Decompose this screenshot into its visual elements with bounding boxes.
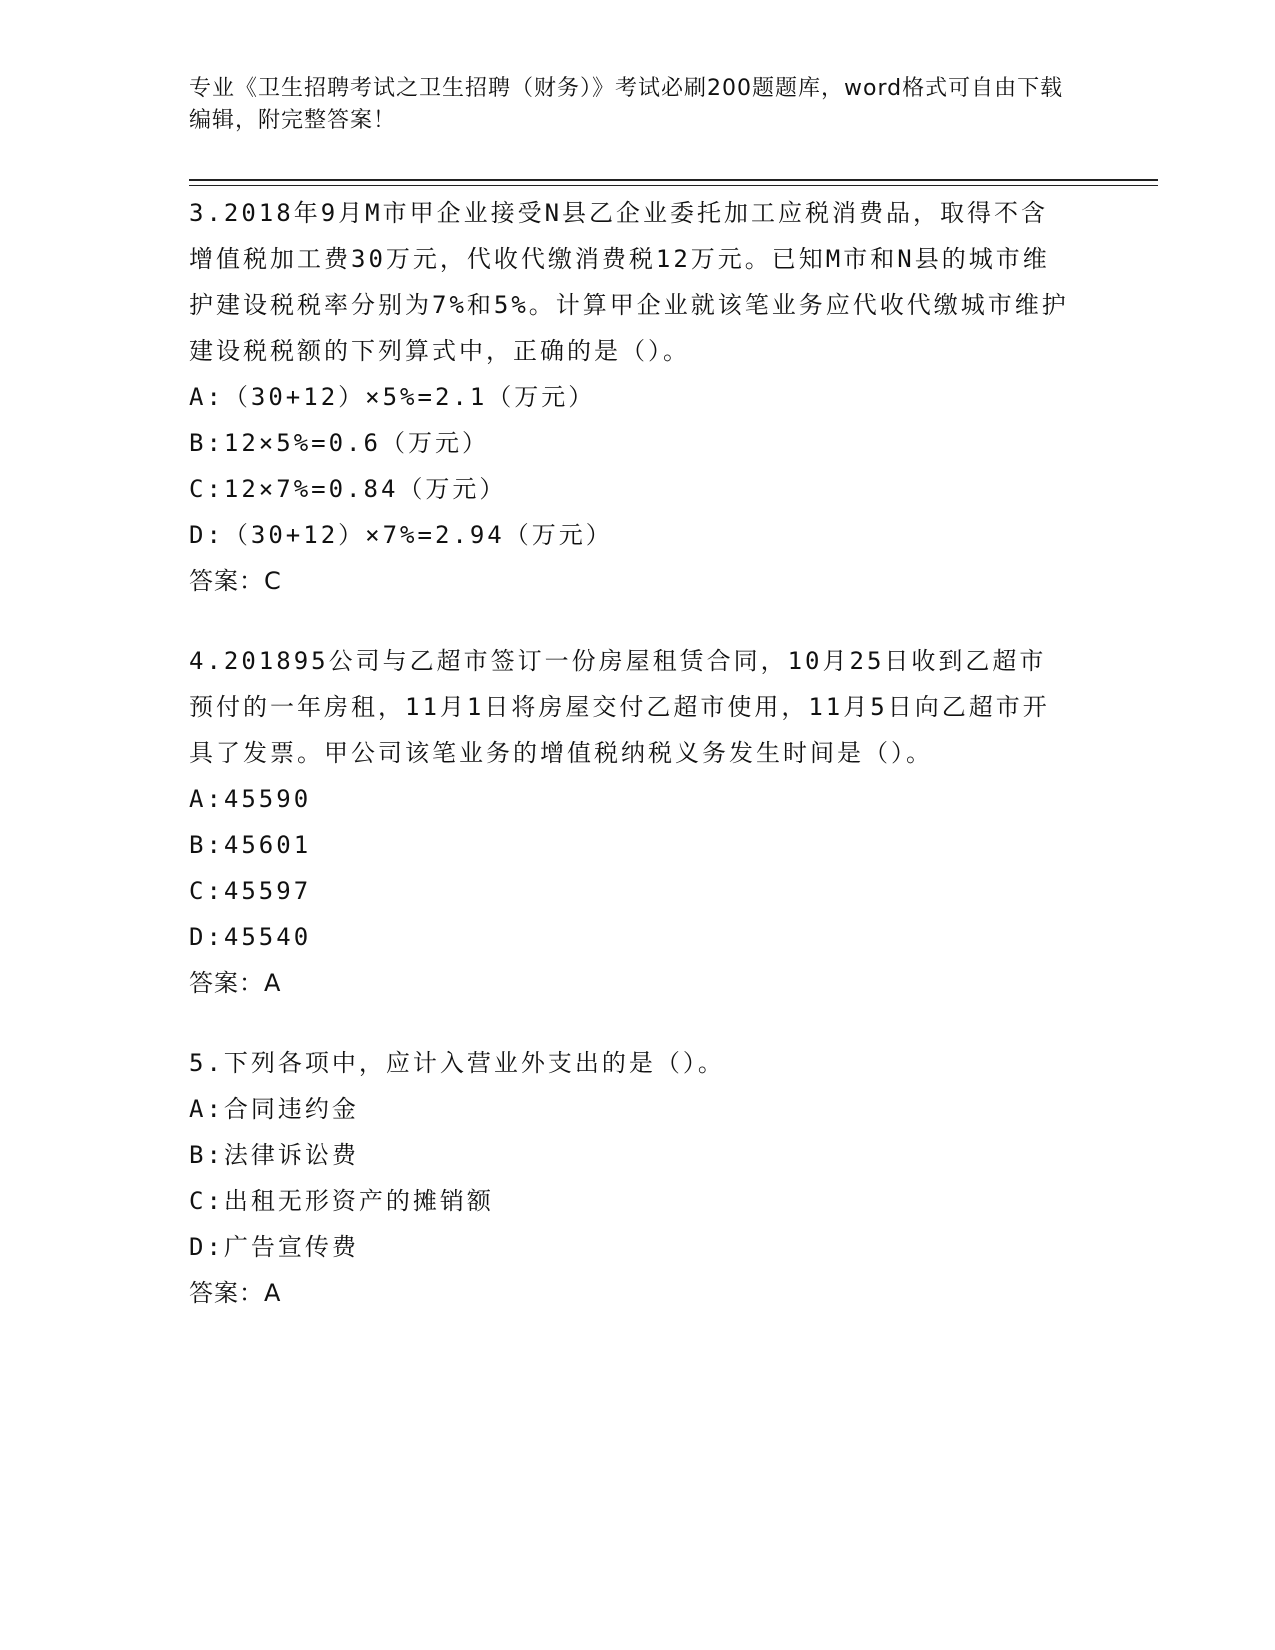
- document-header: 专业《卫生招聘考试之卫生招聘（财务）》考试必刷200题题库，word格式可自由下载编辑，附完整答案！: [189, 76, 1064, 133]
- option-b: B:法律诉讼费: [189, 1141, 359, 1169]
- option-b: B:12×5%=0.6（万元）: [189, 429, 489, 457]
- option-list: [189, 776, 1069, 960]
- option-list: [189, 1086, 1069, 1270]
- header-divider-thin: [189, 185, 1158, 186]
- option-c: C:出租无形资产的摊销额: [189, 1187, 494, 1215]
- header-divider-thick: [189, 179, 1158, 181]
- question-stem: 4.201895公司与乙超市签订一份房屋租赁合同，10月25日收到乙超市预付的一年房租，11月1日将房屋交付乙超市使用，11月5日向乙超市开具了发票。甲公司该笔业务的增值税纳税义务发生时间是（）。: [189, 647, 1050, 767]
- question-5: [189, 1040, 1069, 1316]
- question-3: [189, 190, 1069, 604]
- question-stem: 3.2018年9月M市甲企业接受N县乙企业委托加工应税消费品，取得不含增值税加工费30万元，代收代缴消费税12万元。已知M市和N县的城市维护建设税税率分别为7%和5%。计算甲企业就该笔业务应代收代缴城市维护建设税税额的下列算式中，正确的是（）。: [189, 199, 1069, 365]
- answer-line: 答案：C: [189, 567, 282, 595]
- answer-line: 答案：A: [189, 969, 282, 997]
- option-b: B:45601: [189, 831, 312, 859]
- option-list: [189, 374, 1069, 558]
- question-4: [189, 638, 1069, 1006]
- option-a: A:45590: [189, 785, 312, 813]
- question-list: [189, 190, 1069, 1350]
- answer-line: 答案：A: [189, 1279, 282, 1307]
- option-a: A:（30+12）×5%=2.1（万元）: [189, 383, 596, 411]
- option-a: A:合同违约金: [189, 1095, 359, 1123]
- option-c: C:45597: [189, 877, 312, 905]
- option-d: D:广告宣传费: [189, 1233, 359, 1261]
- option-d: D:45540: [189, 923, 312, 951]
- question-stem: 5.下列各项中，应计入营业外支出的是（）。: [189, 1049, 725, 1077]
- option-c: C:12×7%=0.84（万元）: [189, 475, 507, 503]
- option-d: D:（30+12）×7%=2.94（万元）: [189, 521, 613, 549]
